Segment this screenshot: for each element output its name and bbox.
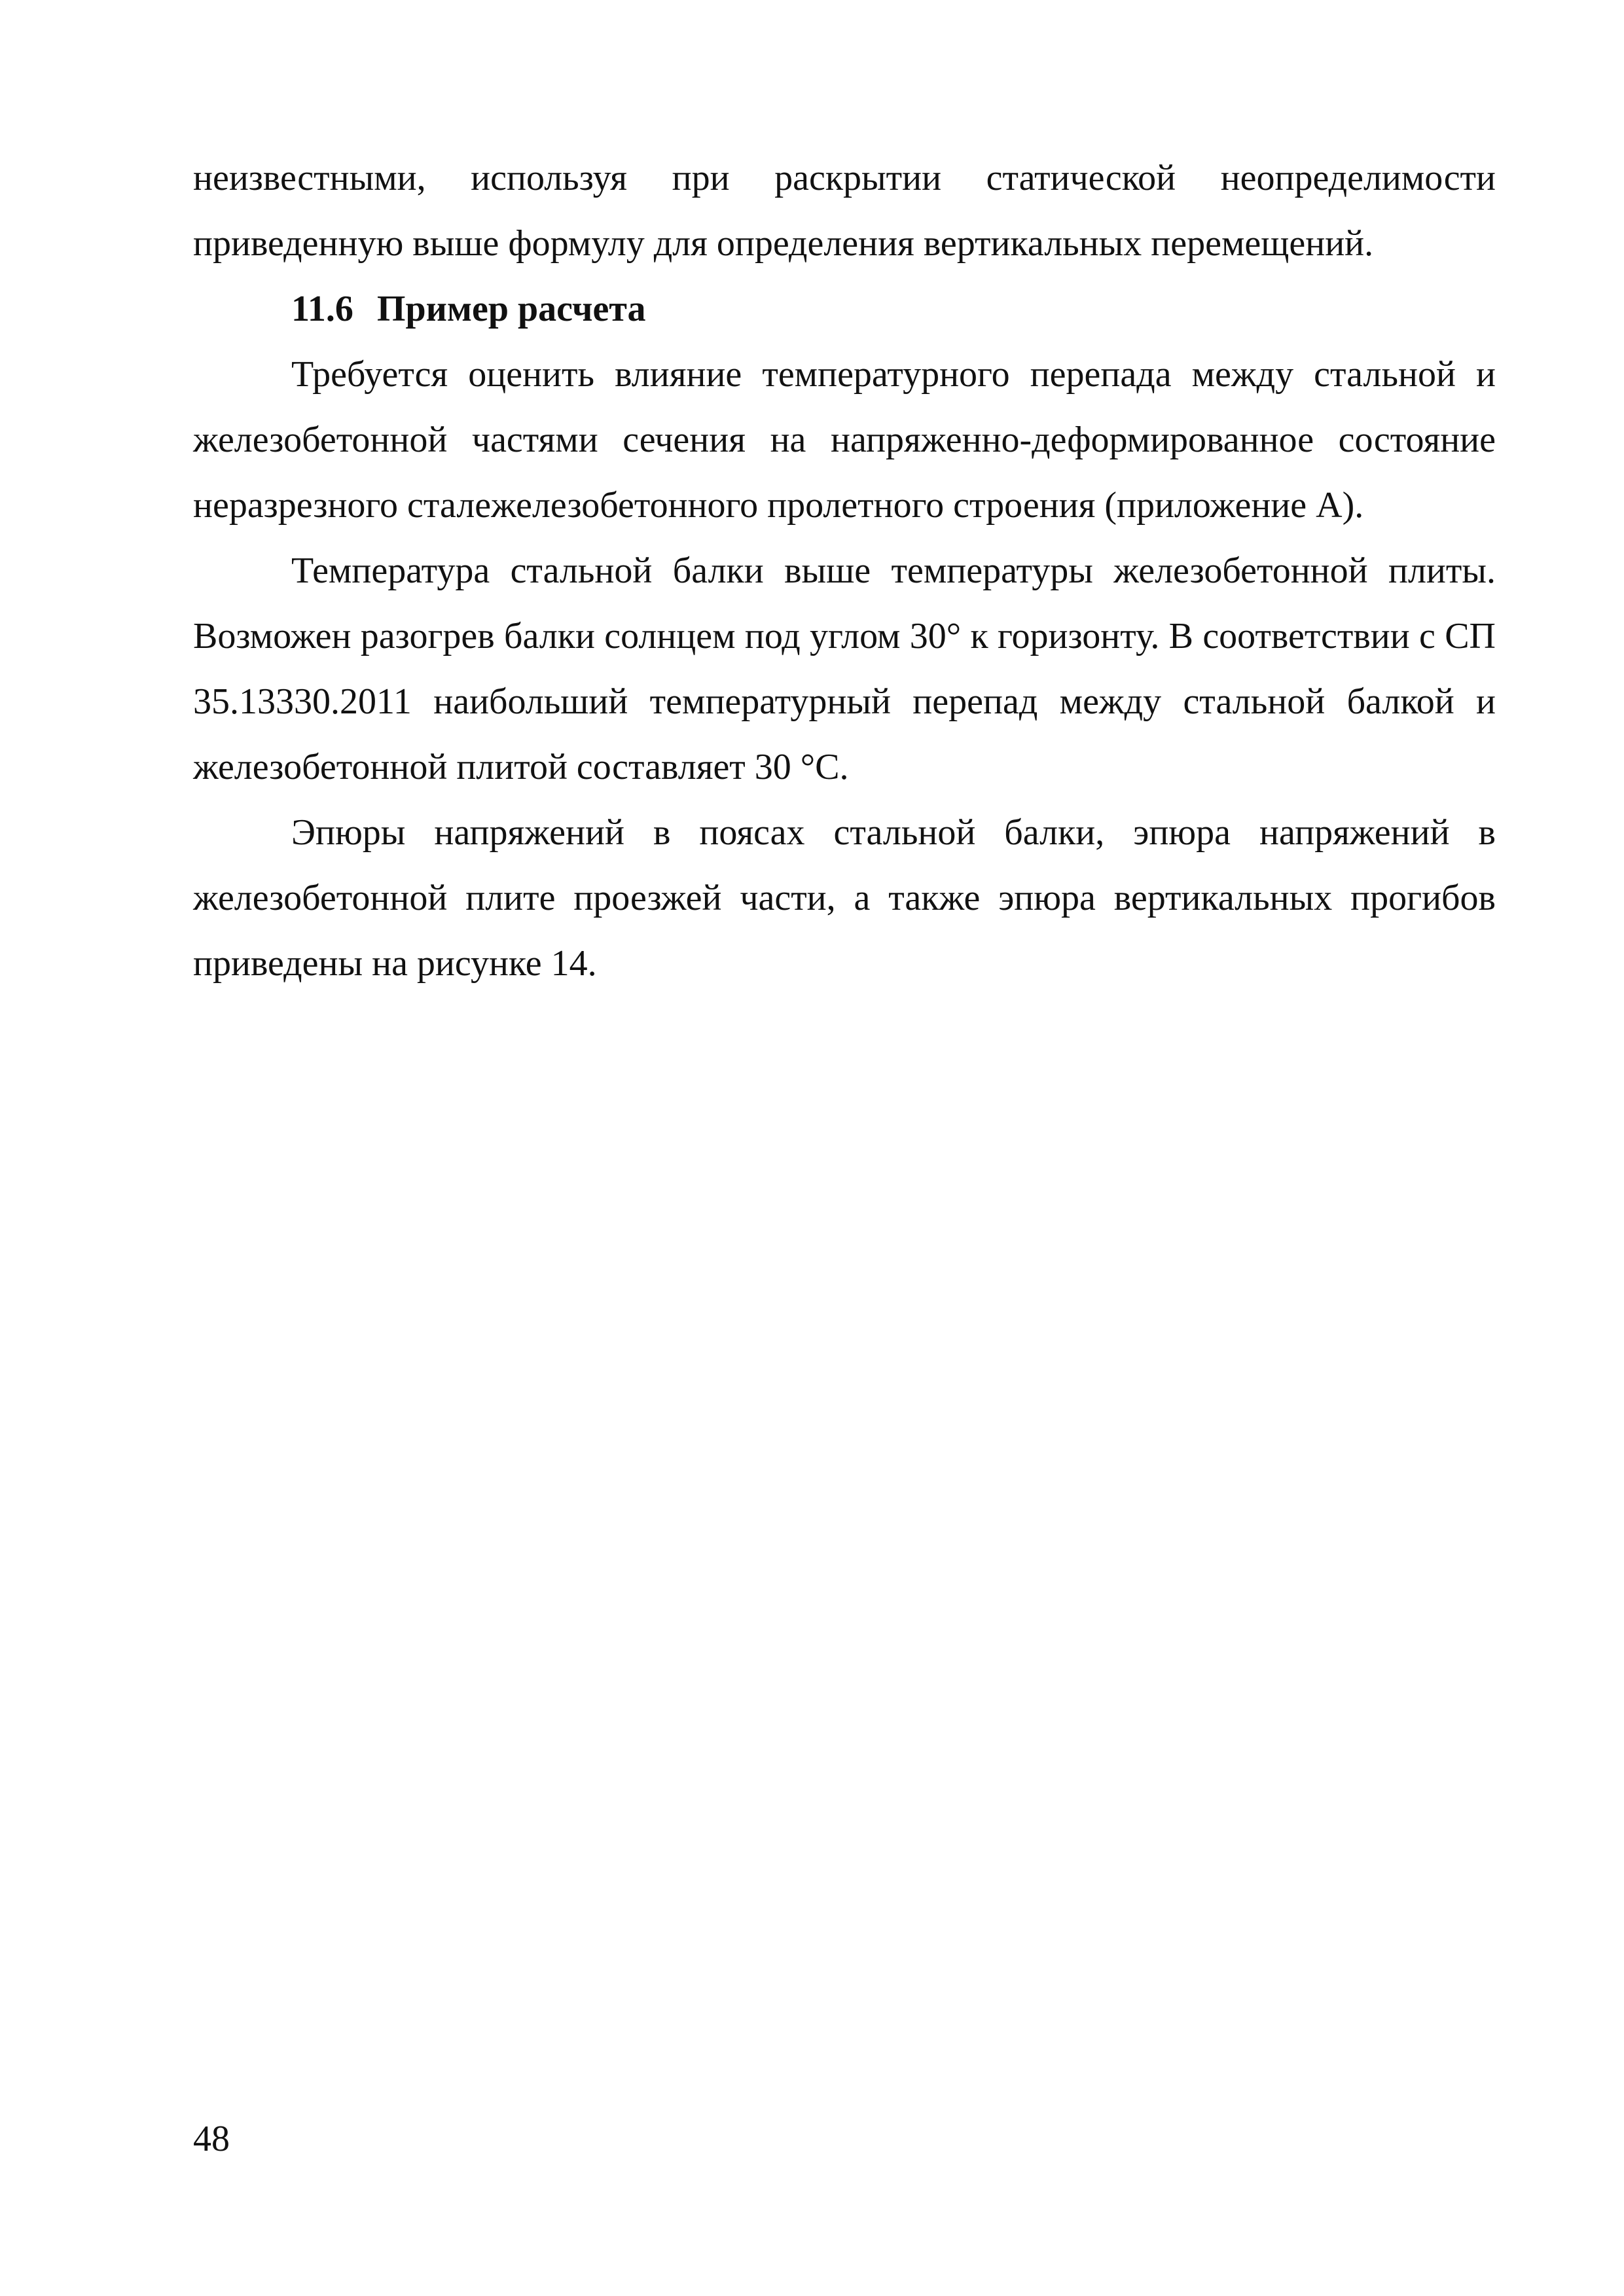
page-number: 48	[193, 2119, 230, 2159]
paragraph-temperature: Температура стальной балки выше температуры железобетонной плиты. Возможен разогрев балки солнцем под углом 30° к горизонту. В соответствии с СП 35.13330.2011 наибольший температурный перепад между стальной балкой и железобетонной плитой составляет 30 °С.	[193, 550, 1496, 787]
paragraph-diagrams: Эпюры напряжений в поясах стальной балки, эпюра напряжений в железобетонной плите проезжей части, а также эпюра вертикальных прогибов приведены на рисунке 14.	[193, 812, 1496, 984]
section-title: Пример расчета	[376, 289, 646, 329]
paragraph-task: Требуется оценить влияние температурного перепада между стальной и железобетонной частями сечения на напряженно-деформированное состояние неразрезного сталежелезобетонного пролетного строения (приложение А).	[193, 354, 1496, 526]
section-number: 11.6	[291, 289, 353, 329]
section-heading	[291, 276, 646, 342]
continuation-paragraph: неизвестными, используя при раскрытии статической неопределимости приведенную выше формулу для определения вертикальных перемещений.	[193, 158, 1496, 264]
